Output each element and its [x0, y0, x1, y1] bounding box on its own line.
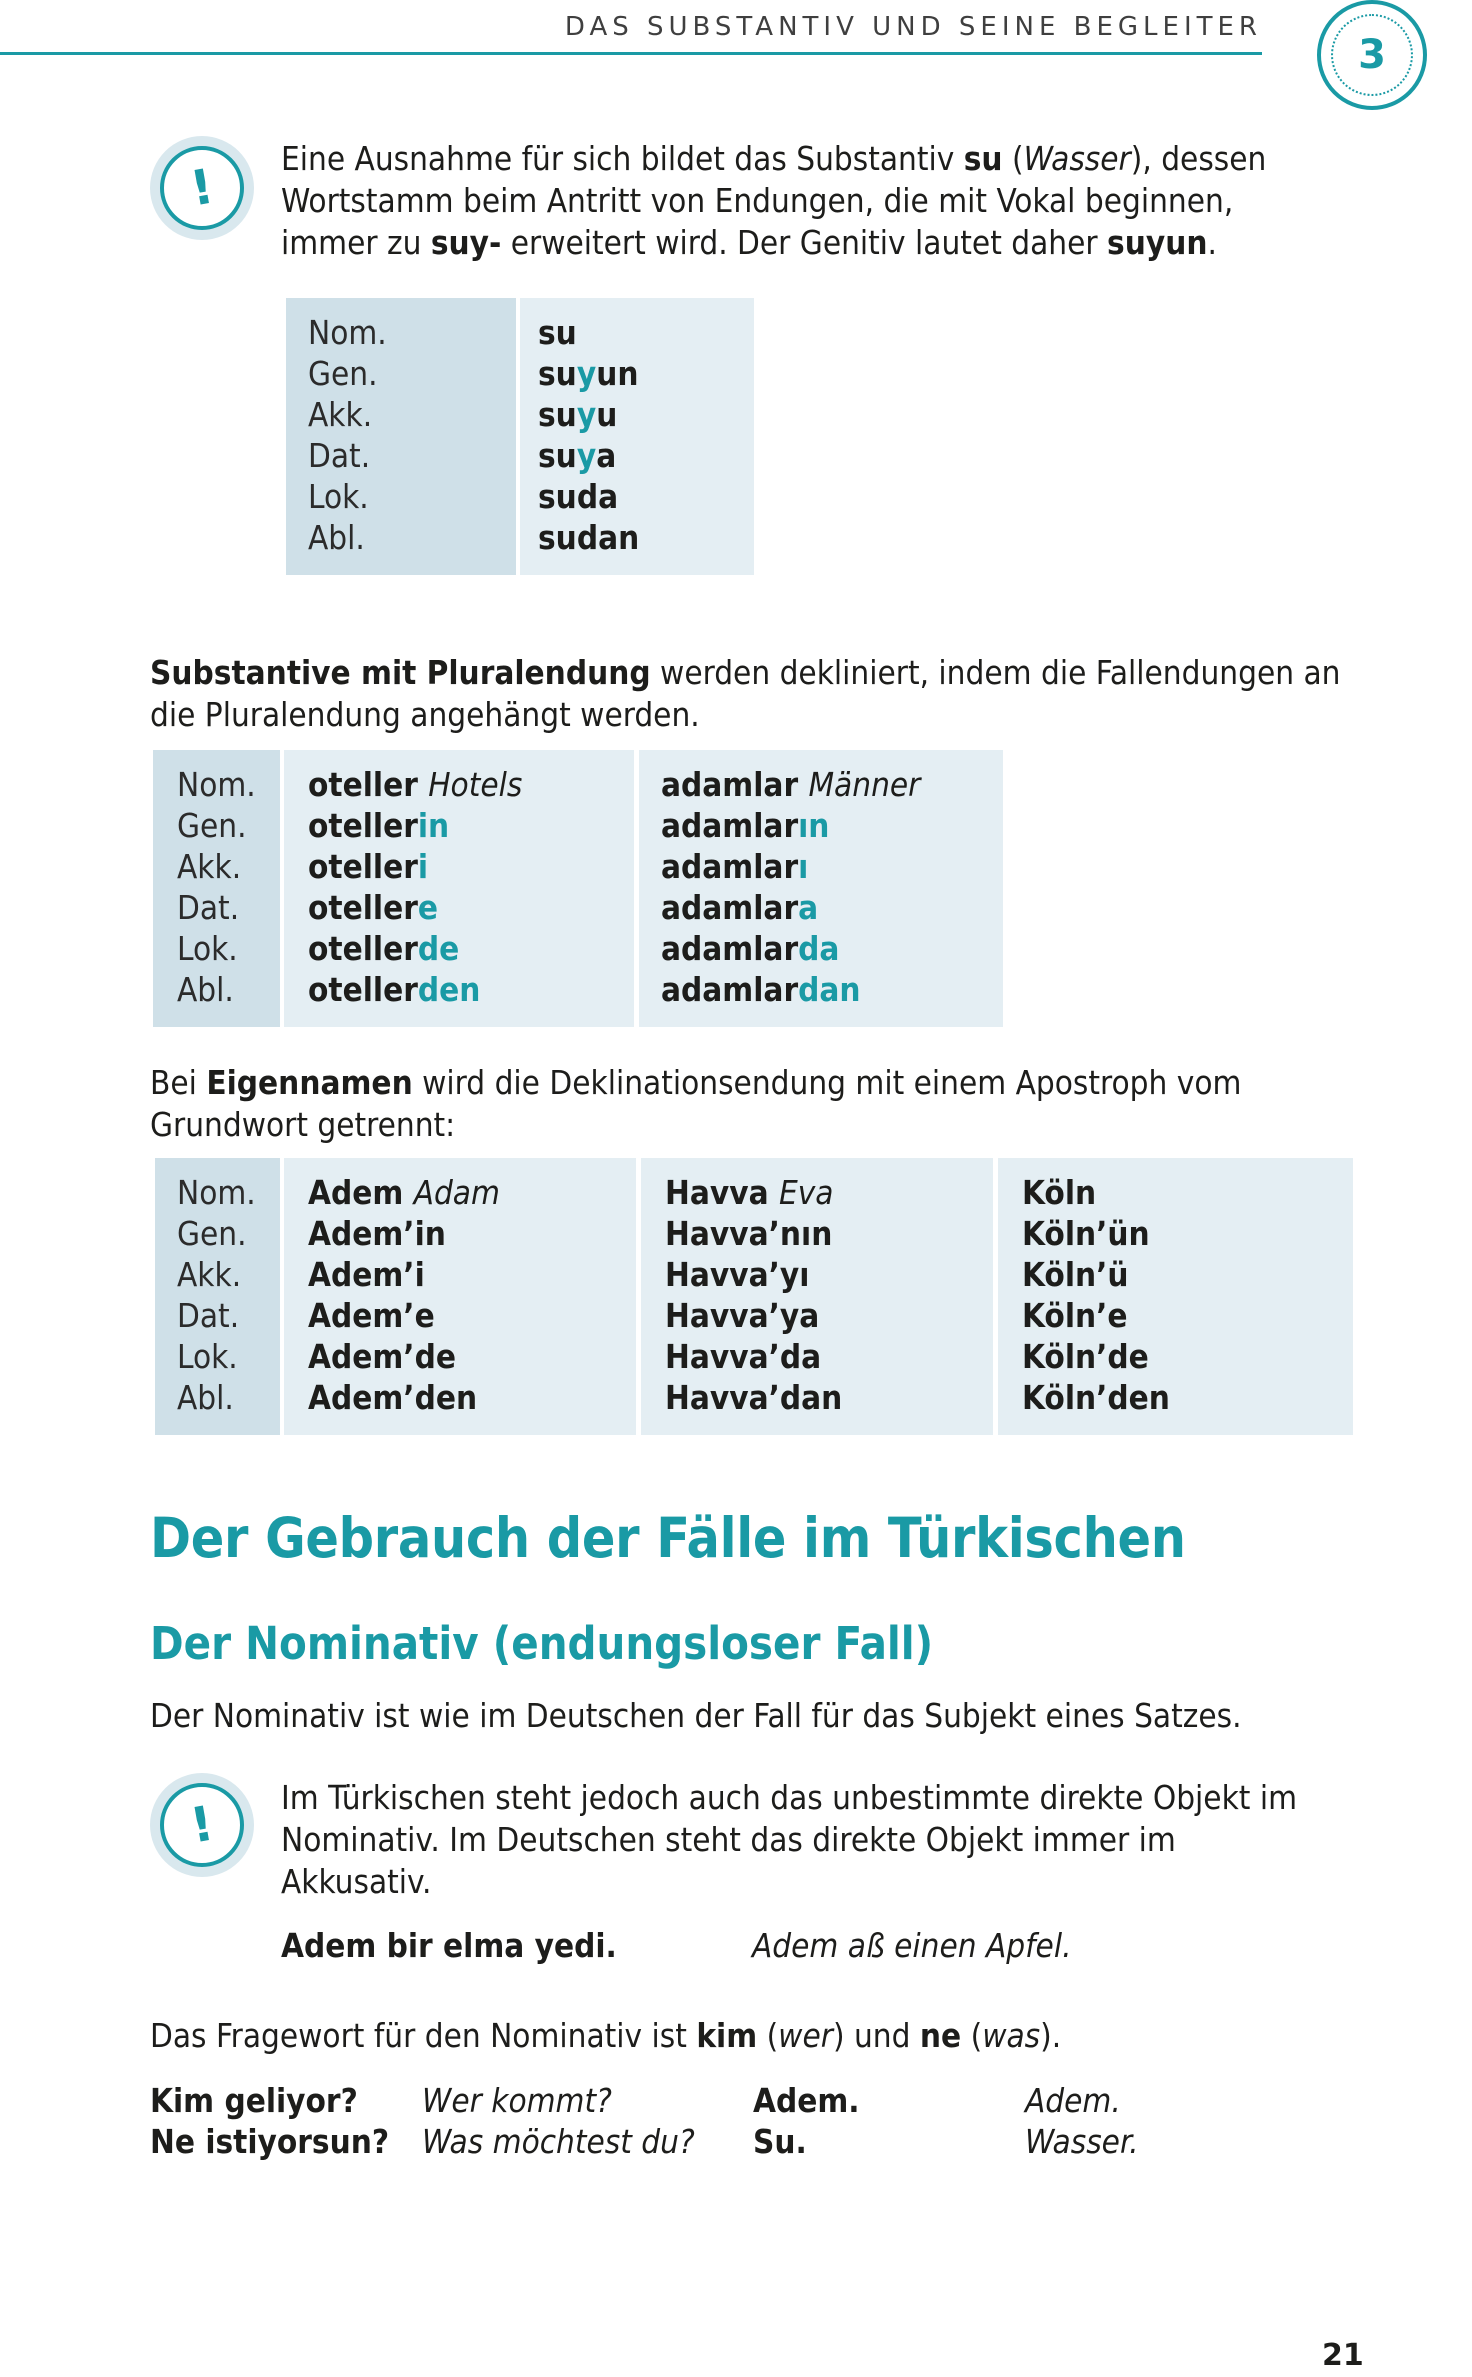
oteller-forms: oteller Hotels otellerin otelleri otellere otellerde otellerden [284, 750, 634, 1027]
note2-example-tr: Adem bir elma yedi. [281, 1926, 617, 1965]
chapter-number: 3 [1331, 14, 1413, 96]
question-tr: Ne istiyorsun? [150, 2122, 390, 2161]
su-forms: su suyun suyu suya suda sudan [520, 298, 754, 575]
question-de: Was möchtest du? [422, 2122, 695, 2161]
answer-de: Wasser. [1025, 2122, 1139, 2161]
question-intro: Das Fragewort für den Nominativ ist kim (wer) und ne (was). [150, 2016, 1062, 2055]
chapter-badge [1317, 0, 1427, 110]
section-title: Der Gebrauch der Fälle im Türkischen [150, 1506, 1186, 1570]
havva-forms: Havva Eva Havva’nın Havva’yı Havva’ya Havva’da Havva’dan [641, 1158, 993, 1435]
answer-tr: Adem. [753, 2081, 860, 2120]
header-rule [0, 52, 1262, 55]
answer-tr: Su. [753, 2122, 807, 2161]
nominativ-intro: Der Nominativ ist wie im Deutschen der Fall für das Subjekt eines Satzes. [150, 1696, 1242, 1735]
case-labels: Nom. Gen. Akk. Dat. Lok. Abl. [155, 1158, 280, 1435]
adamlar-forms: adamlar Männer adamların adamları adamlara adamlarda adamlardan [639, 750, 1003, 1027]
note1-text: Eine Ausnahme für sich bildet das Substantiv su (Wasser), dessen Wortstamm beim Antritt von Endungen, die mit Vokal beginnen, immer zu suy- erweitert wird. Der Genitiv lautet daher suyun. [281, 139, 1267, 262]
subsection-title: Der Nominativ (endungsloser Fall) [150, 1617, 934, 1670]
names-intro: Bei Eigennamen wird die Deklinationsendung mit einem Apostroph vom Grundwort getrennt: [150, 1063, 1242, 1144]
exclamation-icon: ! [150, 1773, 254, 1877]
note2-text: Im Türkischen steht jedoch auch das unbestimmte direkte Objekt im Nominativ. Im Deutschen steht das direkte Objekt immer im Akkusativ. [281, 1778, 1298, 1901]
koln-forms: Köln Köln’ün Köln’ü Köln’e Köln’de Köln’den [998, 1158, 1353, 1435]
case-labels: Nom. Gen. Akk. Dat. Lok. Abl. [286, 298, 516, 575]
plural-declension-table [153, 750, 1003, 1027]
plural-intro: Substantive mit Pluralendung werden dekliniert, indem die Fallendungen an die Pluralendung angehängt werden. [150, 653, 1341, 734]
su-declension-table [286, 298, 754, 575]
exclamation-icon: ! [150, 136, 254, 240]
running-head: DAS SUBSTANTIV UND SEINE BEGLEITER [564, 12, 1262, 42]
answer-de: Adem. [1025, 2081, 1121, 2120]
question-de: Wer kommt? [422, 2081, 612, 2120]
question-tr: Kim geliyor? [150, 2081, 358, 2120]
names-declension-table [155, 1158, 1353, 1435]
page-number: 21 [1322, 2338, 1364, 2373]
case-labels: Nom. Gen. Akk. Dat. Lok. Abl. [153, 750, 280, 1027]
note2-example-de: Adem aß einen Apfel. [752, 1926, 1072, 1965]
adem-forms: Adem Adam Adem’in Adem’i Adem’e Adem’de Adem’den [284, 1158, 636, 1435]
